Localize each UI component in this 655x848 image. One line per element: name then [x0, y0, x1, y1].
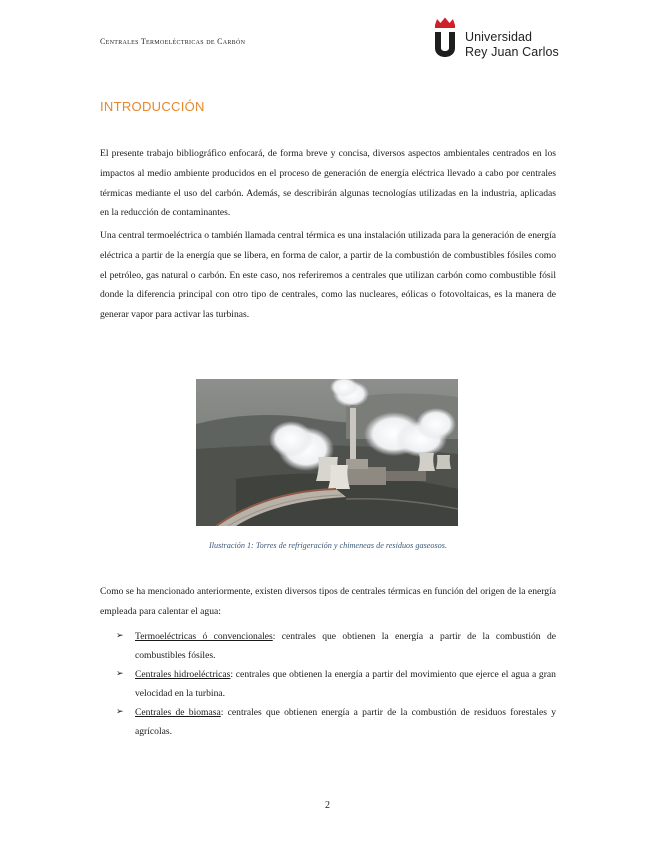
arrow-bullet-icon: ➢	[116, 707, 124, 717]
power-plant-illustration	[196, 379, 458, 526]
types-intro-paragraph: Como se ha mencionado anteriormente, existen diversos tipos de centrales térmicas en función del origen de la energía empleada para calentar el agua:	[100, 586, 556, 617]
list-item-term: Termoeléctricas ó convencionales	[135, 631, 273, 642]
intro-paragraph-2: Una central termoeléctrica o también llamada central térmica es una instalación utilizada para la generación de energía eléctrica a partir de la energía que se libera, en forma de calor, a partir de la combustión de combustibles fósiles como el petróleo, gas natural o carbón. En este caso, nos referiremos a centrales que utilizan carbón como combustible fósil donde la diferencia principal con otro tipo de centrales, como las nucleares, eólicas o fotovoltaicas, es la manera de generar vapor para activar las turbinas.	[100, 230, 556, 321]
running-header: Centrales Termoeléctricas de Carbón	[100, 37, 246, 46]
list-item-term: Centrales de biomasa	[135, 707, 221, 718]
list-item	[100, 703, 556, 741]
plant-types-list	[100, 627, 556, 741]
list-item	[100, 665, 556, 703]
section-title: INTRODUCCIÓN	[100, 99, 205, 114]
university-crest-icon	[432, 16, 458, 60]
list-item-text: : centrales que obtienen la energía a partir del movimiento que ejerce el agua a gran velocidad en la turbina.	[135, 669, 556, 699]
power-plant-photo	[196, 379, 458, 526]
list-item-text: : centrales que obtienen la energía a partir de la combustión de combustibles fósiles.	[135, 631, 556, 661]
intro-paragraph-1: El presente trabajo bibliográfico enfocará, de forma breve y concisa, diversos aspectos ambientales centrados en los impactos al medio ambiente producidos en el proceso de generación de energía eléctrica llevado a cabo por centrales térmicas mediante el uso del carbón. Además, se describirán algunas tecnologías utilizadas en la industria, aplicadas en la reducción de contaminantes.	[100, 148, 556, 219]
university-name-line2: Rey Juan Carlos	[465, 45, 559, 59]
figure-caption: Ilustración 1: Torres de refrigeración y chimeneas de residuos gaseosos.	[208, 541, 448, 550]
university-logo	[432, 16, 562, 64]
list-item-text: : centrales que obtienen energía a partir de la combustión de residuos forestales y agrícolas.	[135, 707, 556, 737]
university-name-line1: Universidad	[465, 30, 533, 44]
arrow-bullet-icon: ➢	[116, 669, 124, 679]
list-item-term: Centrales hidroeléctricas	[135, 669, 231, 680]
page-number: 2	[325, 800, 330, 811]
list-item	[100, 627, 556, 665]
arrow-bullet-icon: ➢	[116, 631, 124, 641]
university-name	[465, 30, 559, 60]
